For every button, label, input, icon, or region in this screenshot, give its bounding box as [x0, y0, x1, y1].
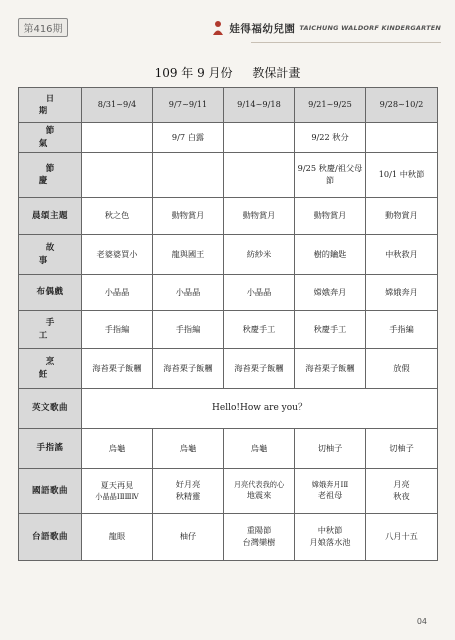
table-cell: 小晶晶: [224, 275, 295, 311]
row-label-english-song: 英文歌曲: [19, 389, 82, 429]
table-row-english-song: [19, 389, 438, 429]
table-cell: 秋慶手工: [224, 311, 295, 349]
table-cell: 月亮代表我的心 地震來: [224, 469, 295, 514]
row-label-date: 日 期: [19, 88, 82, 123]
page-title: [0, 64, 455, 81]
table-cell: 烏龜: [82, 429, 153, 469]
row-label-morning-theme: 晨頌主題: [19, 198, 82, 235]
row-label-handwork: 手 工: [19, 311, 82, 349]
page-number: 04: [416, 617, 427, 626]
table-cell: Hello!How are you？: [82, 389, 438, 429]
table-cell: 小晶晶: [82, 275, 153, 311]
table-cell: 中秋節 月娘落水池: [295, 514, 366, 561]
table-cell: 嫦娥奔月: [295, 275, 366, 311]
logo-chinese-name: 娃得福幼兒園: [229, 22, 296, 35]
table-row-taiwanese-song: [19, 514, 438, 561]
table-row-morning-theme: [19, 198, 438, 235]
table-cell: 小晶晶: [153, 275, 224, 311]
table-cell: 9/28~10/2: [366, 88, 438, 123]
table-cell: 嫦娥奔月: [366, 275, 438, 311]
table-cell: 動物賞月: [224, 198, 295, 235]
table-cell: [82, 153, 153, 198]
table-cell: 秋之色: [82, 198, 153, 235]
issue-number-badge: 第416期: [18, 18, 68, 37]
table-cell: 手指編: [366, 311, 438, 349]
table-row-puppet-show: [19, 275, 438, 311]
table-cell: 夏天再見 小晶晶ⅠⅡⅢⅣ: [82, 469, 153, 514]
table-row-date: [19, 88, 438, 123]
row-label-puppet-show: 布偶戲: [19, 275, 82, 311]
table-cell: 海苔栗子飯糰: [82, 349, 153, 389]
table-cell: [82, 123, 153, 153]
table-row-story: [19, 235, 438, 275]
curriculum-plan-table: [18, 87, 438, 561]
table-cell: 手指編: [82, 311, 153, 349]
logo-mark-icon: [211, 20, 225, 36]
table-cell: 八月十五: [366, 514, 438, 561]
table-cell: 烏龜: [153, 429, 224, 469]
table-cell: 放假: [366, 349, 438, 389]
table-cell: [366, 123, 438, 153]
logo-english-name: TAICHUNG WALDORF KINDERGARTEN: [299, 24, 441, 32]
table-cell: 老婆婆買小: [82, 235, 153, 275]
table-cell: 動物賞月: [153, 198, 224, 235]
row-label-mandarin-song: 國語歌曲: [19, 469, 82, 514]
table-cell: 樹的鑰匙: [295, 235, 366, 275]
row-label-solar-term: 節 氣: [19, 123, 82, 153]
table-cell: 10/1 中秋節: [366, 153, 438, 198]
table-cell: 9/25 秋慶/祖父母節: [295, 153, 366, 198]
table-cell: 重陽節 台灣欒樹: [224, 514, 295, 561]
table-cell: 切柚子: [366, 429, 438, 469]
table-cell: 好月亮 秋精靈: [153, 469, 224, 514]
table-row-mandarin-song: [19, 469, 438, 514]
table-cell: [224, 123, 295, 153]
table-cell: 8/31~9/4: [82, 88, 153, 123]
title-name: 教保計畫: [252, 66, 301, 80]
title-month: 109 年 9 月份: [154, 66, 233, 80]
row-label-finger-play: 手指謠: [19, 429, 82, 469]
header-divider: [251, 42, 441, 43]
table-cell: 海苔栗子飯糰: [224, 349, 295, 389]
table-cell: 手指編: [153, 311, 224, 349]
table-cell: 柚仔: [153, 514, 224, 561]
table-row-festival: [19, 153, 438, 198]
table-cell: 9/22 秋分: [295, 123, 366, 153]
table-cell: 海苔栗子飯糰: [153, 349, 224, 389]
table-cell: 秋慶手工: [295, 311, 366, 349]
table-cell: 切柚子: [295, 429, 366, 469]
table-cell: 動物賞月: [366, 198, 438, 235]
table-cell: [224, 153, 295, 198]
table-cell: 龍眼: [82, 514, 153, 561]
table-cell: 海苔栗子飯糰: [295, 349, 366, 389]
table-cell: [153, 153, 224, 198]
table-row-finger-play: [19, 429, 438, 469]
table-cell: 龍與國王: [153, 235, 224, 275]
table-row-cooking: [19, 349, 438, 389]
table-cell: 紡紗米: [224, 235, 295, 275]
row-label-cooking: 烹 飪: [19, 349, 82, 389]
kindergarten-logo: [211, 18, 441, 38]
table-cell: 嫦娥奔月ⅠⅡ 老祖母: [295, 469, 366, 514]
table-row-handwork: [19, 311, 438, 349]
table-cell: 月亮 秋夜: [366, 469, 438, 514]
row-label-festival: 節 慶: [19, 153, 82, 198]
table-cell: 烏龜: [224, 429, 295, 469]
row-label-taiwanese-song: 台語歌曲: [19, 514, 82, 561]
table-row-solar-term: [19, 123, 438, 153]
table-cell: 中秋救月: [366, 235, 438, 275]
table-cell: 9/7 白露: [153, 123, 224, 153]
table-cell: 9/21~9/25: [295, 88, 366, 123]
row-label-story: 故 事: [19, 235, 82, 275]
table-cell: 9/7~9/11: [153, 88, 224, 123]
table-cell: 動物賞月: [295, 198, 366, 235]
table-cell: 9/14~9/18: [224, 88, 295, 123]
